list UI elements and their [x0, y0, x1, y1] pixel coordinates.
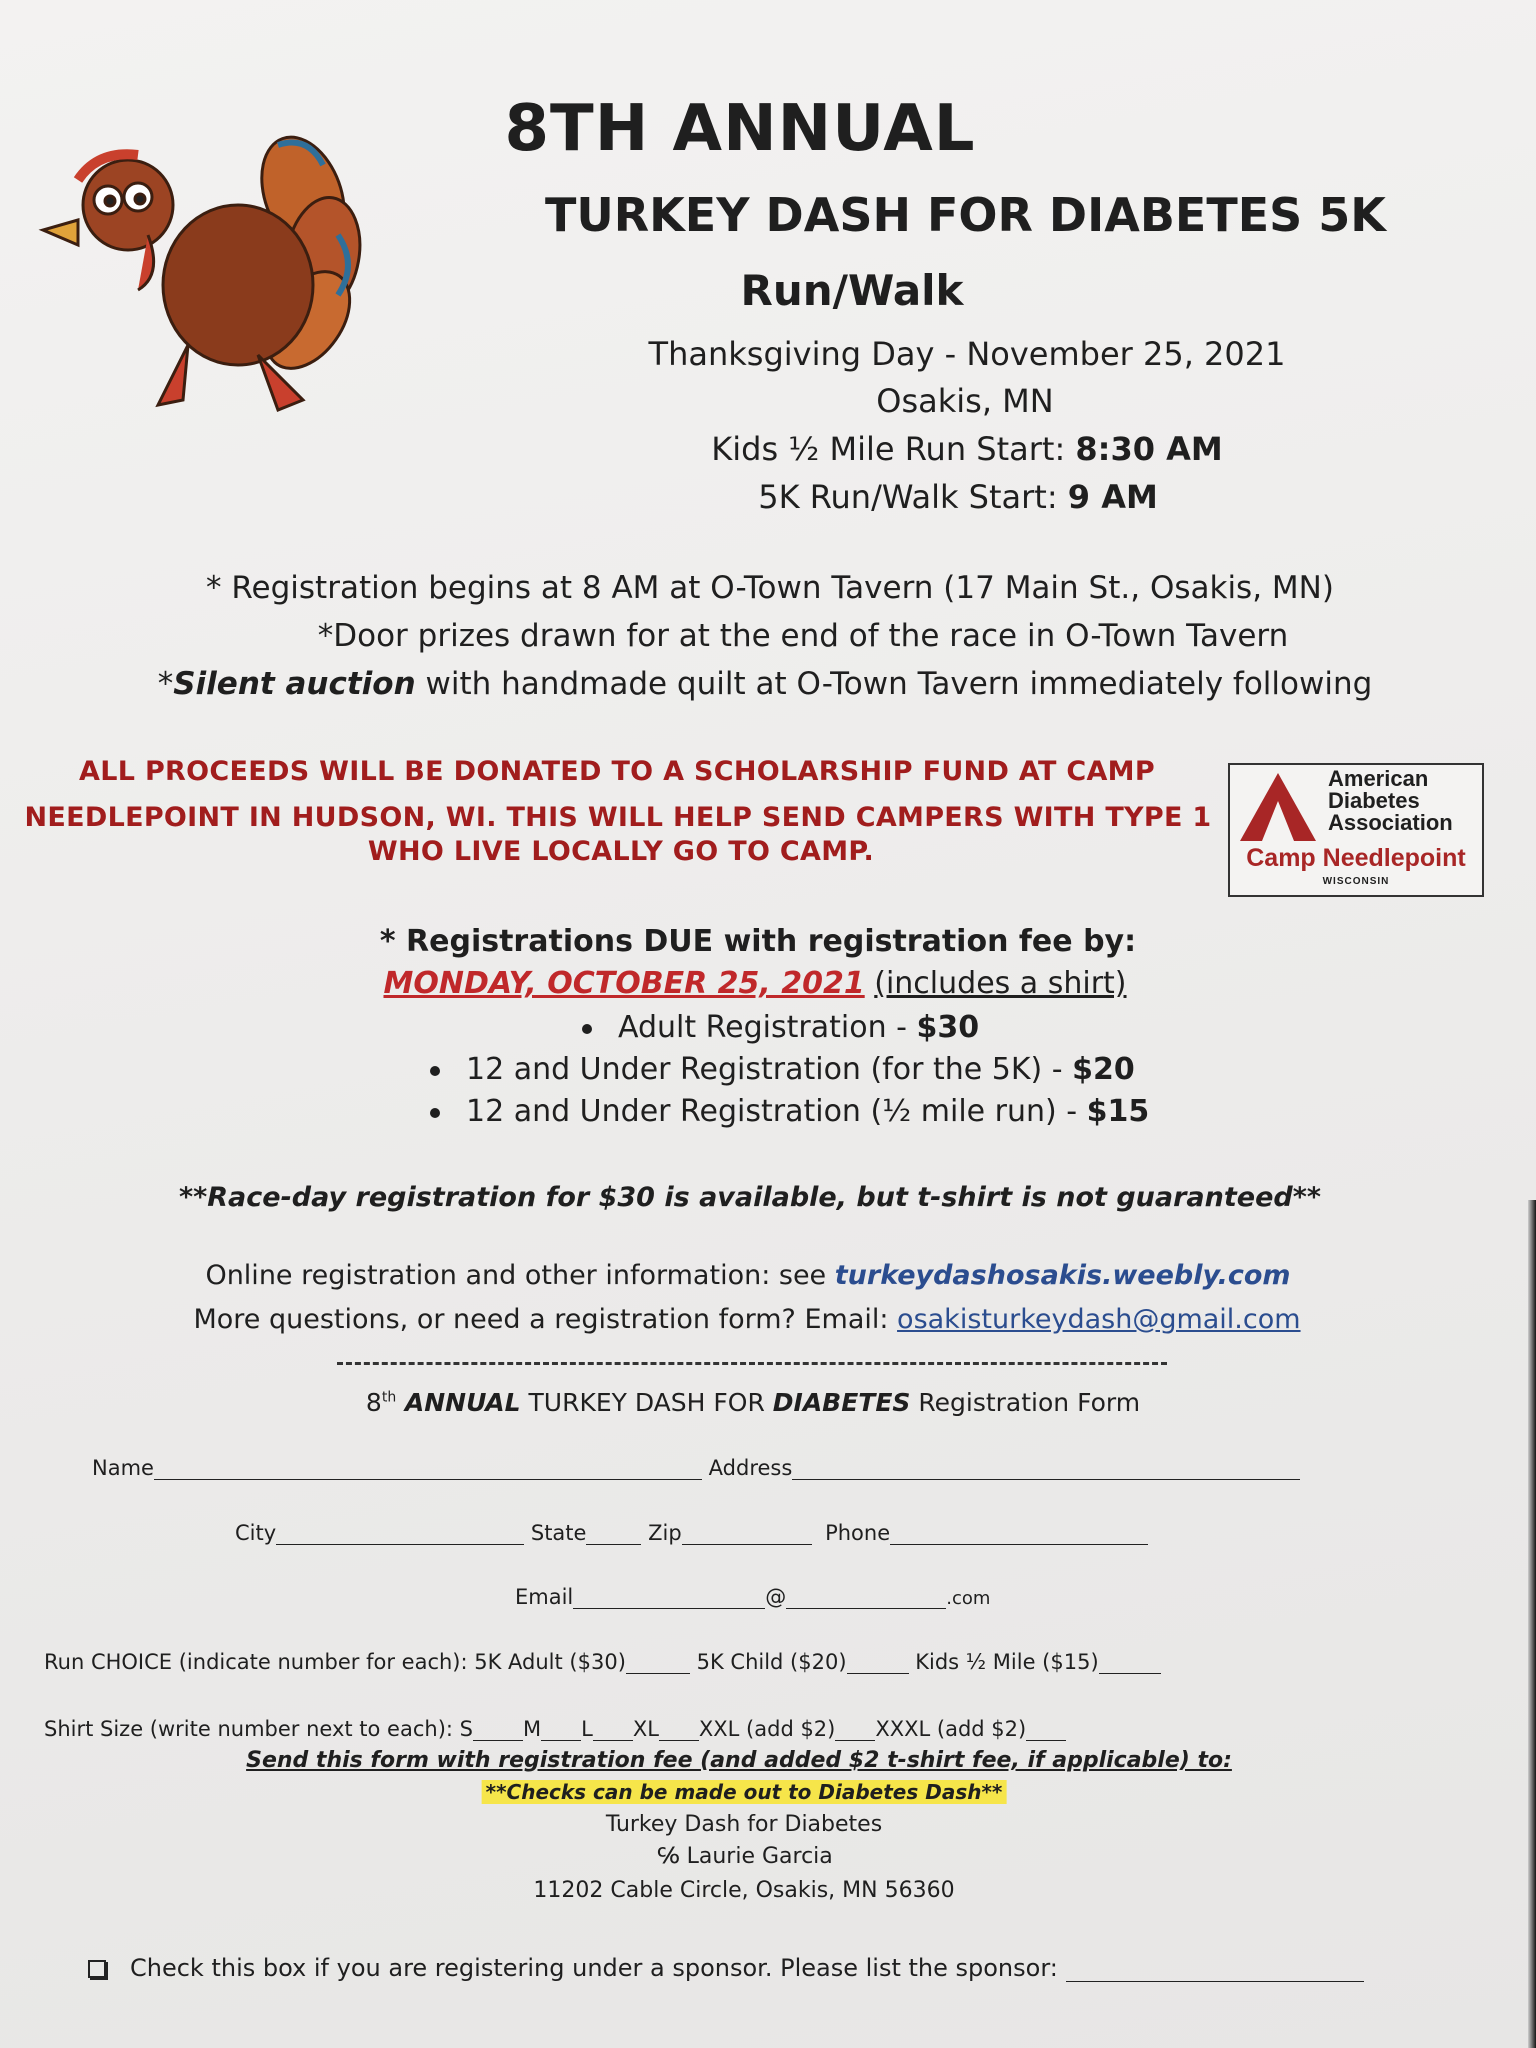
logo-state: WISCONSIN: [1322, 876, 1390, 887]
kids-mile-label: Kids ½ Mile ($15): [915, 1650, 1099, 1674]
due-date: MONDAY, OCTOBER 25, 2021: [383, 966, 865, 1001]
shirt-xxxl-field[interactable]: [1026, 1718, 1066, 1741]
phone-field[interactable]: [890, 1522, 1148, 1545]
sponsor-checkbox[interactable]: [88, 1960, 106, 1978]
bullet-icon: [582, 1024, 592, 1034]
kids-start-line: [711, 430, 1222, 468]
send-instructions: Send this form with registration fee (and added $2 t-shirt fee, if applicable) to:: [246, 1748, 1232, 1773]
shirt-m-label: M: [522, 1717, 542, 1741]
shirt-size-row: [44, 1717, 1066, 1741]
race-day-note: **Race-day registration for $30 is available, but t-shirt is not guaranteed**: [179, 1182, 1321, 1213]
form-heading-annual: ANNUAL: [396, 1388, 521, 1417]
auction-rest: with handmade quilt at O-Town Tavern immediately following: [415, 666, 1373, 702]
address-label: Address: [708, 1456, 793, 1480]
adult-count-field[interactable]: [626, 1651, 690, 1674]
kids-start-label: Kids ½ Mile Run Start:: [711, 430, 1066, 468]
shirt-l-label: L: [581, 1717, 593, 1741]
name-field[interactable]: [154, 1457, 702, 1480]
event-location: Osakis, MN: [876, 382, 1054, 420]
shirt-xxl-field[interactable]: [835, 1718, 875, 1741]
shirt-l-field[interactable]: [593, 1718, 633, 1741]
proceeds-line-2: NEEDLEPOINT IN HUDSON, WI. THIS WILL HELP SEND CAMPERS WITH TYPE 1: [24, 802, 1212, 833]
fee-label: 12 and Under Registration (½ mile run) -: [466, 1094, 1087, 1129]
fee-item: [430, 1052, 1135, 1087]
shirt-xl-field[interactable]: [659, 1718, 699, 1741]
email-user-field[interactable]: [573, 1586, 765, 1609]
kids-count-field[interactable]: [1099, 1651, 1161, 1674]
email-label: More questions, or need a registration form? Email:: [193, 1304, 898, 1335]
fee-label: 12 and Under Registration (for the 5K) -: [466, 1052, 1073, 1087]
form-heading-mid: TURKEY DASH FOR: [520, 1388, 773, 1417]
logo-diabetes: Diabetes: [1328, 788, 1420, 813]
logo-american: American: [1328, 766, 1429, 791]
shirt-m-field[interactable]: [541, 1718, 581, 1741]
form-heading: [366, 1388, 1140, 1417]
fee-price: $20: [1072, 1052, 1135, 1087]
event-title: TURKEY DASH FOR DIABETES 5K: [545, 188, 1386, 242]
address-field[interactable]: [792, 1457, 1300, 1480]
shirt-xxxl-label: XXXL (add $2): [875, 1717, 1027, 1741]
email-at: @: [765, 1585, 787, 1609]
shirt-xxl-label: XXL (add $2): [698, 1717, 836, 1741]
zip-label: Zip: [648, 1521, 682, 1545]
form-heading-num: 8: [365, 1388, 382, 1417]
ada-triangle-icon: [1238, 771, 1318, 843]
child-label: 5K Child ($20): [696, 1650, 847, 1674]
due-heading: * Registrations DUE with registration fee by:: [379, 924, 1137, 959]
mail-address-line-2: ℅ Laurie Garcia: [657, 1844, 833, 1869]
child-count-field[interactable]: [847, 1651, 909, 1674]
form-heading-sup: th: [381, 1389, 397, 1406]
run-choice-row: [44, 1650, 1161, 1674]
due-date-line: [383, 966, 1126, 1001]
silent-auction-note: [158, 666, 1373, 702]
logo-association: Association: [1328, 810, 1453, 835]
city-row: [235, 1521, 1148, 1545]
email-field-label: Email: [515, 1585, 574, 1609]
mail-address-line-3: 11202 Cable Circle, Osakis, MN 56360: [533, 1878, 955, 1903]
email-row: [515, 1585, 990, 1609]
fivek-start-line: [758, 478, 1158, 516]
run-choice-label: Run CHOICE (indicate number for each): 5K Adult ($30): [44, 1650, 626, 1674]
online-line: [205, 1260, 1290, 1291]
shirt-s-field[interactable]: [473, 1718, 523, 1741]
email-line: [193, 1304, 1300, 1335]
online-label: Online registration and other information: see: [205, 1260, 835, 1291]
email-dotcom: .com: [946, 1588, 991, 1609]
form-heading-diabetes: DIABETES: [772, 1388, 911, 1417]
turkey-illustration: [38, 125, 378, 425]
fee-item: [582, 1010, 979, 1045]
auction-bold: Silent auction: [173, 666, 416, 702]
zip-field[interactable]: [682, 1522, 812, 1545]
bullet-icon: [430, 1108, 440, 1118]
fee-item: [430, 1094, 1149, 1129]
city-field[interactable]: [276, 1522, 524, 1545]
shirt-note: (includes a shirt): [874, 966, 1127, 1001]
auction-prefix: *: [157, 666, 174, 702]
email-domain-field[interactable]: [786, 1586, 946, 1609]
shirt-size-label: Shirt Size (write number next to each): S: [44, 1717, 473, 1741]
proceeds-line-3: WHO LIVE LOCALLY GO TO CAMP.: [367, 836, 875, 867]
fee-price: $30: [916, 1010, 980, 1045]
checks-note: [482, 1780, 1007, 1804]
event-subtitle: Run/Walk: [740, 266, 964, 315]
phone-label: Phone: [825, 1521, 891, 1545]
name-address-row: [92, 1456, 1300, 1480]
ada-camp-logo: [1228, 763, 1484, 897]
cut-line: [337, 1362, 1167, 1365]
sponsor-row: [88, 1954, 1364, 1982]
kids-start-time: 8:30 AM: [1075, 430, 1223, 468]
shirt-xl-label: XL: [632, 1717, 659, 1741]
mail-address-line-1: Turkey Dash for Diabetes: [605, 1812, 883, 1837]
city-label: City: [235, 1521, 277, 1545]
sponsor-field[interactable]: [1066, 1959, 1364, 1982]
checks-highlight: **Checks can be made out to Diabetes Dash**: [482, 1780, 1007, 1804]
door-prizes-note: *Door prizes drawn for at the end of the race in O-Town Tavern: [317, 618, 1289, 654]
state-field[interactable]: [586, 1522, 641, 1545]
registration-note: * Registration begins at 8 AM at O-Town Tavern (17 Main St., Osakis, MN): [206, 570, 1334, 606]
fivek-start-time: 9 AM: [1067, 478, 1158, 516]
name-label: Name: [92, 1456, 154, 1480]
website-link[interactable]: turkeydashosakis.weebly.com: [834, 1260, 1291, 1291]
sponsor-label: Check this box if you are registering under a sponsor. Please list the sponsor:: [130, 1954, 1058, 1982]
background-edge: [1528, 1200, 1536, 2048]
fivek-start-label: 5K Run/Walk Start:: [758, 478, 1058, 516]
bullet-icon: [430, 1066, 440, 1076]
fee-label: Adult Registration -: [618, 1010, 917, 1045]
fee-price: $15: [1086, 1094, 1150, 1129]
form-heading-end: Registration Form: [910, 1388, 1141, 1417]
proceeds-line-1: ALL PROCEEDS WILL BE DONATED TO A SCHOLARSHIP FUND AT CAMP: [79, 756, 1155, 787]
state-label: State: [530, 1521, 587, 1545]
logo-camp-name: Camp Needlepoint: [1246, 844, 1466, 872]
event-edition-title: 8TH ANNUAL: [504, 92, 976, 166]
email-link[interactable]: osakisturkeydash@gmail.com: [897, 1304, 1301, 1335]
event-date: Thanksgiving Day - November 25, 2021: [648, 335, 1286, 373]
